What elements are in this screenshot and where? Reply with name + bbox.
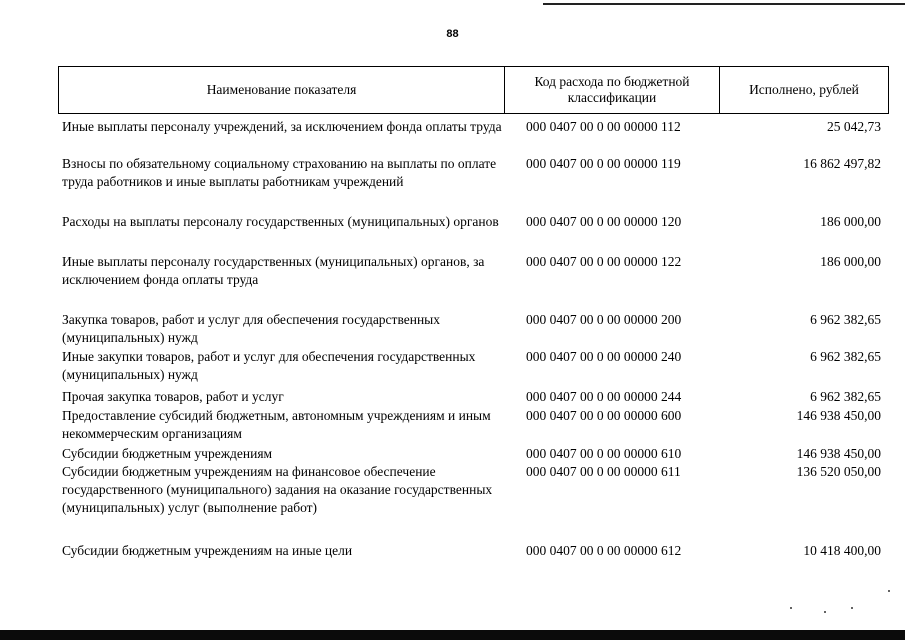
header-name-column: Наименование показателя <box>59 67 505 113</box>
scan-speck <box>851 607 853 609</box>
row-code: 000 0407 00 0 00 00000 122 <box>526 254 682 269</box>
row-amount: 186 000,00 <box>820 254 881 269</box>
row-name: Прочая закупка товаров, работ и услуг <box>62 389 284 404</box>
row-amount: 25 042,73 <box>827 119 881 134</box>
row-amount: 16 862 497,82 <box>803 156 881 171</box>
scan-bottom-edge <box>0 630 905 640</box>
row-amount: 6 962 382,65 <box>810 312 881 327</box>
row-code: 000 0407 00 0 00 00000 600 <box>526 408 682 423</box>
row-name: Закупка товаров, работ и услуг для обеспечения государственных (муниципальных) нужд <box>62 312 441 345</box>
row-code: 000 0407 00 0 00 00000 120 <box>526 214 682 229</box>
row-name: Иные выплаты персоналу государственных (муниципальных) органов, за исключением фонда оплаты труда <box>62 254 485 287</box>
page-number: 88 <box>446 28 459 40</box>
row-name: Иные закупки товаров, работ и услуг для обеспечения государственных (муниципальных) нужд <box>62 349 476 382</box>
row-code: 000 0407 00 0 00 00000 244 <box>526 389 682 404</box>
row-name: Субсидии бюджетным учреждениям <box>62 446 273 461</box>
row-code: 000 0407 00 0 00 00000 611 <box>526 464 681 479</box>
row-code: 000 0407 00 0 00 00000 200 <box>526 312 682 327</box>
row-name: Иные выплаты персоналу учреждений, за исключением фонда оплаты труда <box>62 119 502 134</box>
row-name: Расходы на выплаты персоналу государственных (муниципальных) органов <box>62 214 499 229</box>
row-code: 000 0407 00 0 00 00000 112 <box>526 119 681 134</box>
header-amount-column: Исполнено, рублей <box>749 82 859 97</box>
scan-speck <box>790 607 792 609</box>
row-name: Предоставление субсидий бюджетным, автономным учреждениям и иным некоммерческим организациям <box>62 408 491 441</box>
table-header <box>58 66 889 114</box>
row-amount: 186 000,00 <box>820 214 881 229</box>
row-name: Субсидии бюджетным учреждениям на иные цели <box>62 543 353 558</box>
scan-speck <box>888 590 890 592</box>
row-code: 000 0407 00 0 00 00000 119 <box>526 156 681 171</box>
top-rule <box>543 3 905 5</box>
row-name: Субсидии бюджетным учреждениям на финансовое обеспечение государственного (муниципального) задания на оказание государственных (муниципальных) услуг (выполнение работ) <box>62 464 493 515</box>
scan-speck <box>824 611 826 613</box>
header-code-column: Код расхода по бюджетной классификации <box>505 67 720 113</box>
row-amount: 6 962 382,65 <box>810 349 881 364</box>
row-code: 000 0407 00 0 00 00000 612 <box>526 543 682 558</box>
row-amount: 10 418 400,00 <box>803 543 881 558</box>
row-name: Взносы по обязательному социальному страхованию на выплаты по оплате труда работников и иные выплаты работникам учреждений <box>62 156 497 189</box>
row-code: 000 0407 00 0 00 00000 240 <box>526 349 682 364</box>
row-amount: 136 520 050,00 <box>796 464 881 479</box>
row-code: 000 0407 00 0 00 00000 610 <box>526 446 682 461</box>
row-amount: 146 938 450,00 <box>796 408 881 423</box>
row-amount: 6 962 382,65 <box>810 389 881 404</box>
row-amount: 146 938 450,00 <box>796 446 881 461</box>
